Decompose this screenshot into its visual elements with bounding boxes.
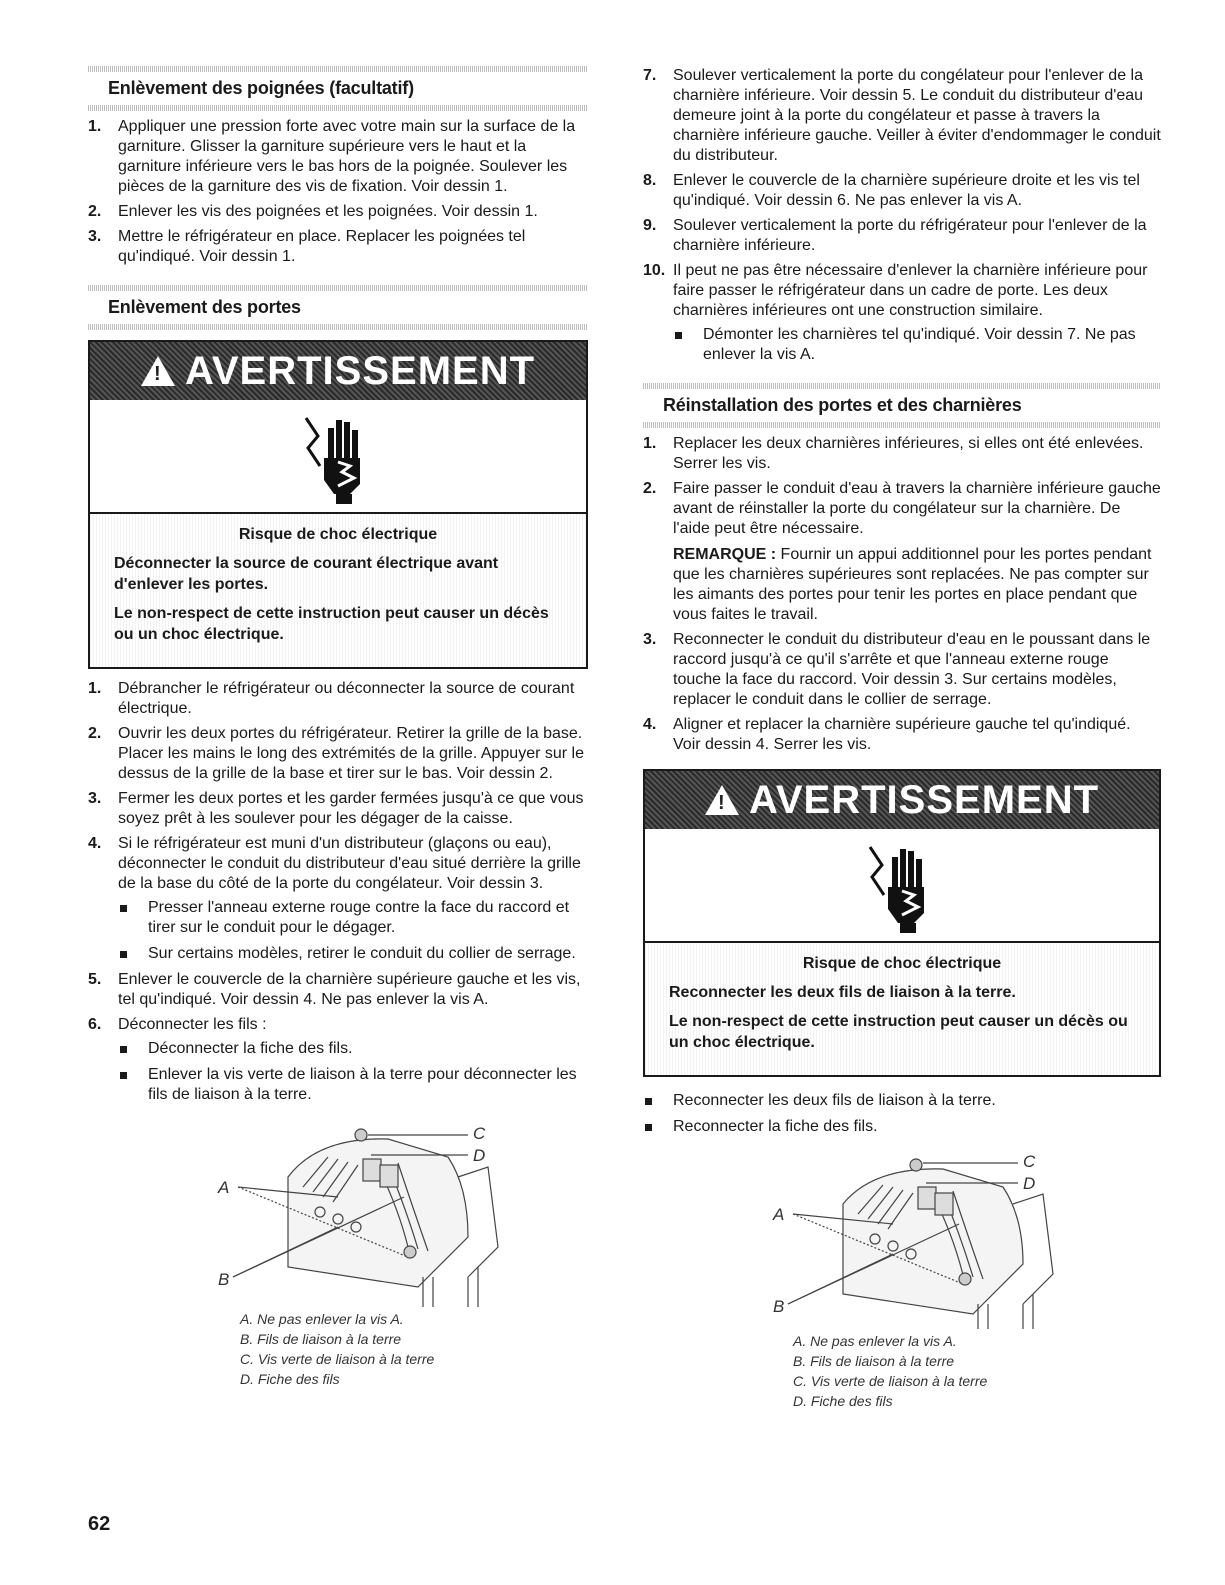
list-item: 3. Mettre le réfrigérateur en place. Replacer les poignées tel qu'indiqué. Voir dessin 1. [88,228,526,265]
section-heading-handles: Enlèvement des poignées (facultatif) [88,64,588,107]
reconnect-bullets [643,1091,1161,1137]
list-item: 1. Débrancher le réfrigérateur ou déconnecter la source de courant électrique. [88,680,575,717]
bullet-item: Déconnecter la fiche des fils. [118,1039,588,1059]
bullet-item: Enlever la vis verte de liaison à la terre pour déconnecter les fils de liaison à la terre. [118,1065,588,1105]
list-item: 9. Soulever verticalement la porte du réfrigérateur pour l'enlever de la charnière inférieure. [643,217,1147,254]
warning-consequence: Le non-respect de cette instruction peut causer un décès ou un choc électrique. [669,1013,1128,1051]
warning-box-reconnect [643,769,1161,1077]
electric-shock-hand-icon [298,406,378,506]
figure-label-b: B [773,1297,785,1316]
hinge-diagram-right [643,1149,1161,1409]
list-item: 5. Enlever le couvercle de la charnière supérieure gauche et les vis, tel qu'indiqué. Voir dessin 4. Ne pas enlever la vis A. [88,971,581,1008]
electric-shock-hand-icon [862,835,942,935]
bullet-item: Sur certains modèles, retirer le conduit du collier de serrage. [118,944,588,964]
list-item: 1. Appliquer une pression forte avec votre main sur la surface de la garniture. Glisser la garniture supérieure vers le haut et la garniture inférieure vers le bas hors de la poignée. Soulever les pièces de la garniture des vis de fixation. Voir dessin 1. [88,118,576,195]
list-item: 10. Il peut ne pas être nécessaire d'enlever la charnière inférieure pour faire passer le réfrigérateur dans un cadre de porte. Les deux charnières inférieures ont une construction similaire. Démonter les charnières tel qu'indiqué. Voir dessin 7. Ne pas enlever la vis A. [643,261,1161,365]
list-item: 6. Déconnecter les fils : Déconnecter la fiche des fils. Enlever la vis verte de liaison à la terre pour déconnecter les fils de liaison à la terre. [88,1015,588,1105]
door-steps [88,679,588,1105]
warning-triangle-icon: ! [705,785,739,815]
section-heading-reinstall: Réinstallation des portes et des charnières [643,381,1161,424]
page-number: 62 [88,1513,111,1535]
list-item: 8. Enlever le couvercle de la charnière supérieure droite et les vis tel qu'indiqué. Voir dessin 6. Ne pas enlever la vis A. [643,172,1140,209]
figure-label-a: A [773,1205,785,1224]
figure-label-c: C [1023,1152,1036,1171]
warning-title: Risque de choc électrique [238,526,438,543]
section-heading-doors: Enlèvement des portes [88,283,588,326]
figure-caption: A. Ne pas enlever la vis A. B. Fils de liaison à la terre C. Vis verte de liaison à la terre D. Fiche des fils [793,1333,988,1409]
door-steps-continued [643,66,1161,365]
handles-steps [88,117,588,267]
figure-caption: A. Ne pas enlever la vis A. B. Fils de liaison à la terre C. Vis verte de liaison à la terre D. Fiche des fils [240,1311,435,1387]
figure-label-d: D [473,1146,486,1165]
bullet-item: Démonter les charnières tel qu'indiqué. Voir dessin 7. Ne pas enlever la vis A. [673,325,1161,365]
figure-label-b: B [218,1270,230,1289]
list-item: 1. Replacer les deux charnières inférieures, si elles ont été enlevées. Serrer les vis. [643,435,1144,472]
left-column [88,64,588,1387]
warning-banner: ! AVERTISSEMENT [90,342,586,400]
figure-label-c: C [473,1124,486,1143]
list-item: 4. Aligner et replacer la charnière supérieure gauche tel qu'indiqué. Voir dessin 4. Serrer les vis. [643,716,1131,753]
list-item: 2. Faire passer le conduit d'eau à travers la charnière inférieure gauche avant de réinstaller la porte du congélateur sur la charnière. De l'aide peut être nécessaire. REMARQUE : Fournir un appui additionnel pour les portes pendant que les charnières supérieures sont replacées. Ne pas compter sur les aimants des portes pour tenir les portes en place pendant que vous faites le travail. [643,480,1161,623]
warning-consequence: Le non-respect de cette instruction peut causer un décès ou un choc électrique. [114,605,549,643]
hinge-wiring-illustration [88,1117,588,1307]
list-item: 7. Soulever verticalement la porte du congélateur pour l'enlever de la charnière inférieure. Voir dessin 5. Le conduit du distributeur d'eau demeure joint à la porte du congélateur et passe à travers la charnière inférieure gauche. Veiller à éviter d'endommager le conduit du distributeur. [643,67,1161,164]
remark-note: REMARQUE : Fournir un appui additionnel pour les portes pendant que les charnières supérieures sont replacées. Ne pas compter sur les aimants des portes pour tenir les portes en place pendant que vous faites le travail. [673,546,1152,623]
bullet-item: Reconnecter la fiche des fils. [643,1117,1161,1137]
reinstall-steps [643,434,1161,755]
warning-title: Risque de choc électrique [802,955,1002,972]
bullet-item: Reconnecter les deux fils de liaison à la terre. [643,1091,1161,1111]
hinge-wiring-illustration [643,1149,1161,1329]
warning-instruction: Reconnecter les deux fils de liaison à la terre. [669,984,1016,1001]
warning-banner: ! AVERTISSEMENT [645,771,1159,829]
list-item: 2. Enlever les vis des poignées et les poignées. Voir dessin 1. [88,203,538,220]
list-item: 3. Reconnecter le conduit du distributeur d'eau en le poussant dans le raccord jusqu'à ce qu'il s'arrête et que l'anneau externe rouge touche la face du raccord. Voir dessin 3. Sur certains modèles, replacer le conduit dans le collier de serrage. [643,631,1151,708]
figure-label-a: A [218,1178,230,1197]
list-item: 3. Fermer les deux portes et les garder fermées jusqu'à ce que vous soyez prêt à les soulever pour les dégager de la caisse. [88,790,584,827]
list-item: 4. Si le réfrigérateur est muni d'un distributeur (glaçons ou eau), déconnecter le conduit du distributeur d'eau situé derrière la grille de la base du côté de la porte du congélateur. Voir dessin 3. Presser l'anneau externe rouge contre la face du raccord et tirer sur le conduit pour le dégager. Sur certains modèles, retirer le conduit du collier de serrage. [88,834,588,964]
hinge-diagram-left [88,1117,588,1387]
list-item: 2. Ouvrir les deux portes du réfrigérateur. Retirer la grille de la base. Placer les mains le long des extrémités de la grille. Appuyer sur le dessus de la grille de la base et tirer sur le bas. Voir dessin 2. [88,725,584,782]
figure-label-d: D [1023,1174,1036,1193]
warning-box [88,340,588,669]
warning-instruction: Déconnecter la source de courant électrique avant d'enlever les portes. [114,555,499,593]
warning-triangle-icon: ! [141,356,175,386]
bullet-item: Presser l'anneau externe rouge contre la face du raccord et tirer sur le conduit pour le dégager. [118,898,588,938]
right-column [643,64,1161,1409]
